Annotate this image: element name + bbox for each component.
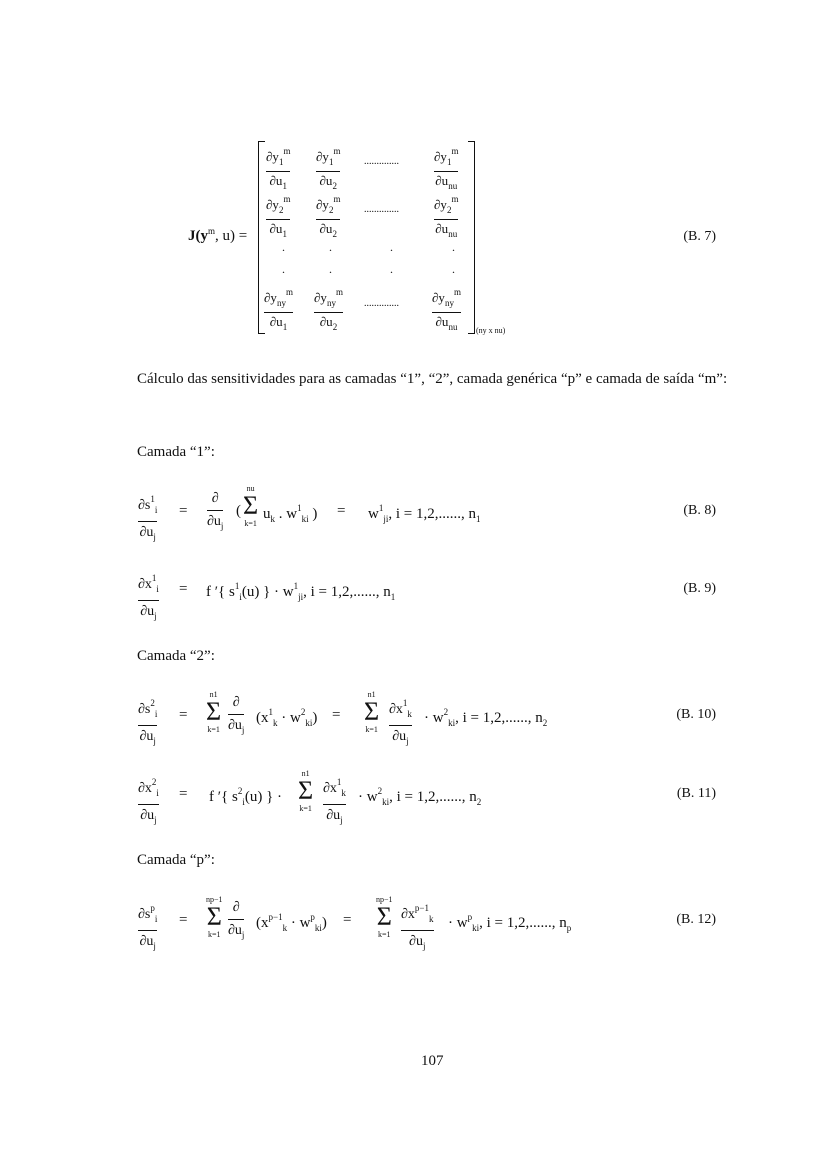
b12-equals-2: = [343, 912, 352, 928]
b12-equals-1: = [179, 912, 188, 928]
b8-lhs-fraction: $\partial s^1_i$ $\partial u_j$ [138, 494, 158, 542]
matrix-cell-n-n: $\partial y_{ny}^m$ $\partial u_{nu}$ [432, 287, 461, 332]
b8-body: $u_k$ . $w^1_{ki}$ ) [263, 503, 318, 524]
b10-equals-1: = [179, 707, 188, 723]
matrix-cell-n-1: $\partial y_{ny}^m$ $\partial u_1$ [264, 287, 293, 332]
matrix-hdots-2: .............. [364, 204, 399, 215]
equation-number-b12: (B. 12) [676, 912, 716, 927]
b12-operator-fraction: ∂ $\partial u_j$ [228, 900, 245, 940]
equation-number-b10: (B. 10) [676, 707, 716, 722]
matrix-right-bracket [468, 141, 475, 334]
matrix-cell-2-1: $\partial y_2^m$ $\partial u_1$ [266, 194, 291, 239]
matrix-cell-n-2: $\partial y_{ny}^m$ $\partial u_2$ [314, 287, 343, 332]
b9-lhs-fraction: $\partial x^1_i$ $\partial u_j$ [138, 573, 159, 621]
matrix-dimension: (ny x nu) [476, 326, 506, 335]
b8-open-paren: ( [236, 503, 241, 519]
page-number: 107 [421, 1053, 444, 1069]
jacobian-lhs [188, 226, 247, 245]
b10-tail: · $w^2_{ki}$, i = 1,2,......, $n_2$ [424, 707, 548, 728]
b10-summation: n1 Σ k=1 [206, 690, 222, 734]
matrix-cell-1-2: $\partial y_1^m$ $\partial u_2$ [316, 146, 341, 191]
b8-summation: nu Σ k=1 [243, 484, 259, 528]
matrix-vdot: . [282, 262, 285, 276]
b11-summation: n1 Σ k=1 [298, 769, 314, 813]
b10-parenthesis: $(x^1_k \cdot w^2_{ki})$ [256, 707, 318, 728]
b8-equals-2: = [337, 503, 346, 519]
b10-rhs-fraction: $\partial x^1_k$ $\partial u_j$ [389, 698, 412, 746]
b12-summation-2: np−1 Σ k=1 [376, 895, 393, 939]
jacobian-lhs-tail: , u) = [215, 228, 248, 244]
b8-operator-fraction: ∂ $\partial u_j$ [207, 491, 224, 531]
b9-equals: = [179, 581, 188, 597]
b11-tail: · $w^2_{ki}$, i = 1,2,......, $n_2$ [358, 786, 482, 807]
b12-lhs-fraction: $\partial s^p_i$ $\partial u_j$ [138, 903, 158, 951]
matrix-cell-2-2: $\partial y_2^m$ $\partial u_2$ [316, 194, 341, 239]
jacobian-lhs-j: J(y [188, 228, 208, 244]
b8-rhs: $w^1_{ji}$, i = 1,2,......, $n_1$ [368, 503, 481, 524]
b9-rhs: f ′{ $s^1_i(u)$ } · $w^1_{ji}$, i = 1,2,......, $n_1$ [206, 581, 396, 602]
heading-camada-1: Camada “1”: [137, 444, 215, 460]
matrix-hdots-1: .............. [364, 156, 399, 167]
matrix-vdot: . [329, 240, 332, 254]
matrix-cell-1-1: $\partial y_1^m$ $\partial u_1$ [266, 146, 291, 191]
b10-operator-fraction: ∂ $\partial u_j$ [228, 695, 245, 735]
matrix-cell-2-n: $\partial y_2^m$ $\partial u_{nu}$ [434, 194, 459, 239]
matrix-vdot: . [452, 262, 455, 276]
jacobian-lhs-sup: m [208, 226, 216, 236]
b12-tail: · $w^p_{ki}$, i = 1,2,......, $n_p$ [448, 912, 572, 933]
b12-rhs-fraction: $\partial x^{p-1}_k$ $\partial u_j$ [401, 903, 434, 951]
matrix-vdot: . [282, 240, 285, 254]
matrix-vdot: . [452, 240, 455, 254]
matrix-vdot: . [390, 262, 393, 276]
heading-camada-p: Camada “p”: [137, 852, 215, 868]
b12-parenthesis: $(x^{p-1}_k \cdot w^p_{ki})$ [256, 912, 327, 933]
equation-number-b7: (B. 7) [683, 229, 716, 244]
matrix-hdots-3: .............. [364, 298, 399, 309]
b8-equals-1: = [179, 503, 188, 519]
b11-lhs-fraction: $\partial x^2_i$ $\partial u_j$ [138, 777, 159, 825]
b10-lhs-fraction: $\partial s^2_i$ $\partial u_j$ [138, 698, 158, 746]
heading-camada-2: Camada “2”: [137, 648, 215, 664]
equation-number-b9: (B. 9) [683, 581, 716, 596]
intro-paragraph: Cálculo das sensitividades para as camadas “1”, “2”, camada genérica “p” e camada de saída “m”: [137, 371, 728, 387]
b11-rhs-fraction: $\partial x^1_k$ $\partial u_j$ [323, 777, 346, 825]
matrix-cell-1-n: $\partial y_1^m$ $\partial u_{nu}$ [434, 146, 459, 191]
b11-equals: = [179, 786, 188, 802]
b12-summation: np−1 Σ k=1 [206, 895, 223, 939]
equation-number-b11: (B. 11) [676, 786, 716, 801]
b10-summation-2: n1 Σ k=1 [364, 690, 380, 734]
b10-equals-2: = [332, 707, 341, 723]
matrix-vdot: . [390, 240, 393, 254]
equation-number-b8: (B. 8) [683, 503, 716, 518]
matrix-vdot: . [329, 262, 332, 276]
b11-rhs: f ′{ $s^2_i(u)$ } · [209, 786, 283, 807]
